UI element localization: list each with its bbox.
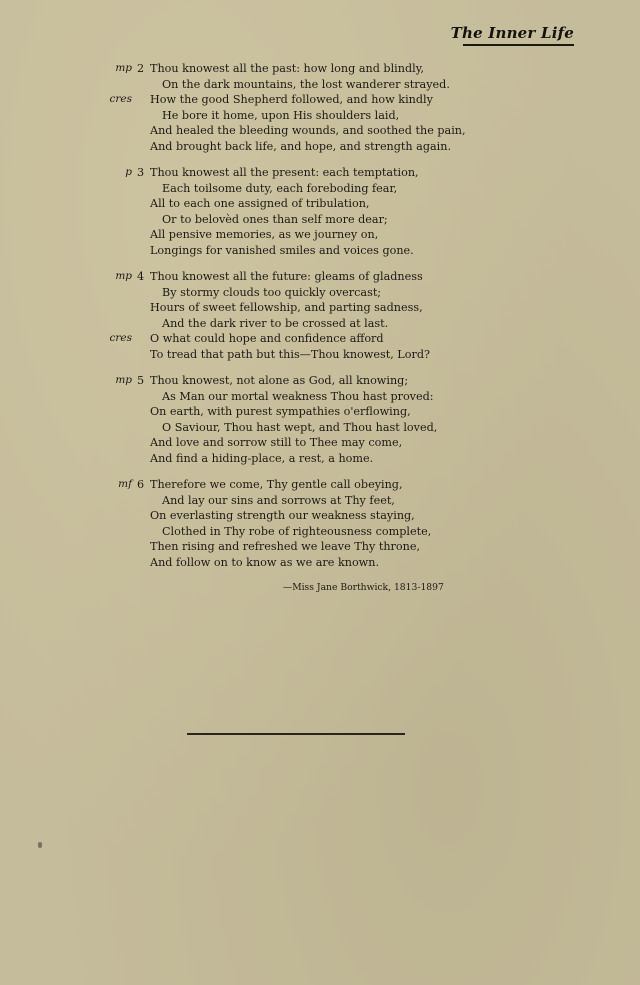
verse-line — [0, 539, 640, 555]
verse-text: Thou knowest all the present: each temptation, — [150, 166, 419, 179]
stanza-number: 3 — [137, 166, 145, 179]
verse-text: Longings for vanished smiles and voices gone. — [150, 243, 414, 257]
verse-line — [0, 347, 640, 363]
stanza-number: 6 — [137, 478, 145, 491]
verse-line — [0, 524, 640, 540]
dynamic-marking: mp — [115, 270, 132, 282]
verse-text: Thou knowest all the future: gleams of gladness — [150, 270, 423, 283]
verse-text: And lay our sins and sorrows at Thy feet, — [162, 493, 395, 507]
verse-line — [0, 555, 640, 571]
verse-text: He bore it home, upon His shoulders laid, — [162, 108, 400, 122]
stanza-number: 2 — [137, 62, 145, 75]
verse-text: By stormy clouds too quickly overcast; — [162, 285, 382, 299]
verse-line — [0, 477, 640, 493]
verse-line — [0, 389, 640, 405]
verse-line — [0, 212, 640, 228]
dynamic-marking: mp — [115, 62, 132, 74]
verse-line — [0, 139, 640, 155]
verse-text: And find a hiding-place, a rest, a home. — [150, 451, 374, 465]
verse-line — [0, 420, 640, 436]
verse-text: Therefore we come, Thy gentle call obeying, — [150, 478, 403, 491]
verse-text: O what could hope and confidence afford — [150, 332, 384, 345]
verse-text: And the dark river to be crossed at last. — [162, 316, 389, 330]
verse-line — [0, 508, 640, 524]
verse-text: O Saviour, Thou hast wept, and Thou hast loved, — [162, 420, 438, 434]
verse-line — [0, 165, 640, 181]
stanza-number: 4 — [137, 270, 145, 283]
ink-smudge — [38, 842, 42, 848]
verse-text: Each toilsome duty, each foreboding fear, — [162, 181, 398, 195]
verse-text: And love and sorrow still to Thee may come, — [150, 436, 403, 449]
hymn-text — [0, 61, 640, 581]
verse-text: And healed the bleeding wounds, and soothed the pain, — [150, 124, 466, 137]
verse-line — [0, 92, 640, 108]
verse-text: All to each one assigned of tribulation, — [150, 197, 370, 210]
verse-line — [0, 61, 640, 77]
verse-text: All pensive memories, as we journey on, — [150, 228, 379, 241]
author-attribution: —Miss Jane Borthwick, 1813-1897 — [283, 582, 444, 593]
verse-text: Then rising and refreshed we leave Thy throne, — [150, 540, 421, 553]
verse-text: And follow on to know as we are known. — [150, 555, 380, 569]
verse-line — [0, 77, 640, 93]
verse-line — [0, 493, 640, 509]
section-divider — [187, 733, 405, 735]
stanza — [0, 165, 640, 258]
verse-line — [0, 227, 640, 243]
verse-line — [0, 285, 640, 301]
verse-line — [0, 331, 640, 347]
verse-line — [0, 108, 640, 124]
verse-text: Or to belovèd ones than self more dear; — [162, 212, 388, 226]
running-header-title: The Inner Life — [450, 24, 574, 42]
stanza-number: 5 — [137, 374, 145, 387]
stanza — [0, 373, 640, 466]
verse-line — [0, 196, 640, 212]
verse-line — [0, 316, 640, 332]
verse-text: How the good Shepherd followed, and how kindly — [150, 93, 433, 106]
verse-line — [0, 269, 640, 285]
verse-text: Clothed in Thy robe of righteousness complete, — [162, 524, 432, 538]
verse-line — [0, 404, 640, 420]
dynamic-marking: mf — [118, 478, 132, 490]
dynamic-marking: cres — [109, 93, 132, 105]
verse-text: As Man our mortal weakness Thou hast proved: — [162, 389, 434, 403]
dynamic-marking: p — [125, 166, 132, 178]
verse-text: Hours of sweet fellowship, and parting sadness, — [150, 301, 423, 314]
verse-text: To tread that path but this—Thou knowest, Lord? — [150, 347, 430, 361]
stanza — [0, 269, 640, 362]
verse-line — [0, 451, 640, 467]
verse-line — [0, 181, 640, 197]
verse-text: On the dark mountains, the lost wanderer strayed. — [162, 77, 450, 91]
verse-text: Thou knowest all the past: how long and blindly, — [150, 62, 425, 75]
stanza — [0, 61, 640, 154]
verse-line — [0, 373, 640, 389]
verse-text: On earth, with purest sympathies o'erflowing, — [150, 405, 411, 418]
header-rule — [463, 44, 574, 46]
verse-line — [0, 300, 640, 316]
verse-line — [0, 243, 640, 259]
verse-line — [0, 435, 640, 451]
dynamic-marking: mp — [115, 374, 132, 386]
verse-text: On everlasting strength our weakness staying, — [150, 509, 415, 522]
dynamic-marking: cres — [109, 332, 132, 344]
verse-line — [0, 123, 640, 139]
stanza — [0, 477, 640, 570]
verse-text: And brought back life, and hope, and strength again. — [150, 139, 452, 153]
verse-text: Thou knowest, not alone as God, all knowing; — [150, 374, 409, 387]
